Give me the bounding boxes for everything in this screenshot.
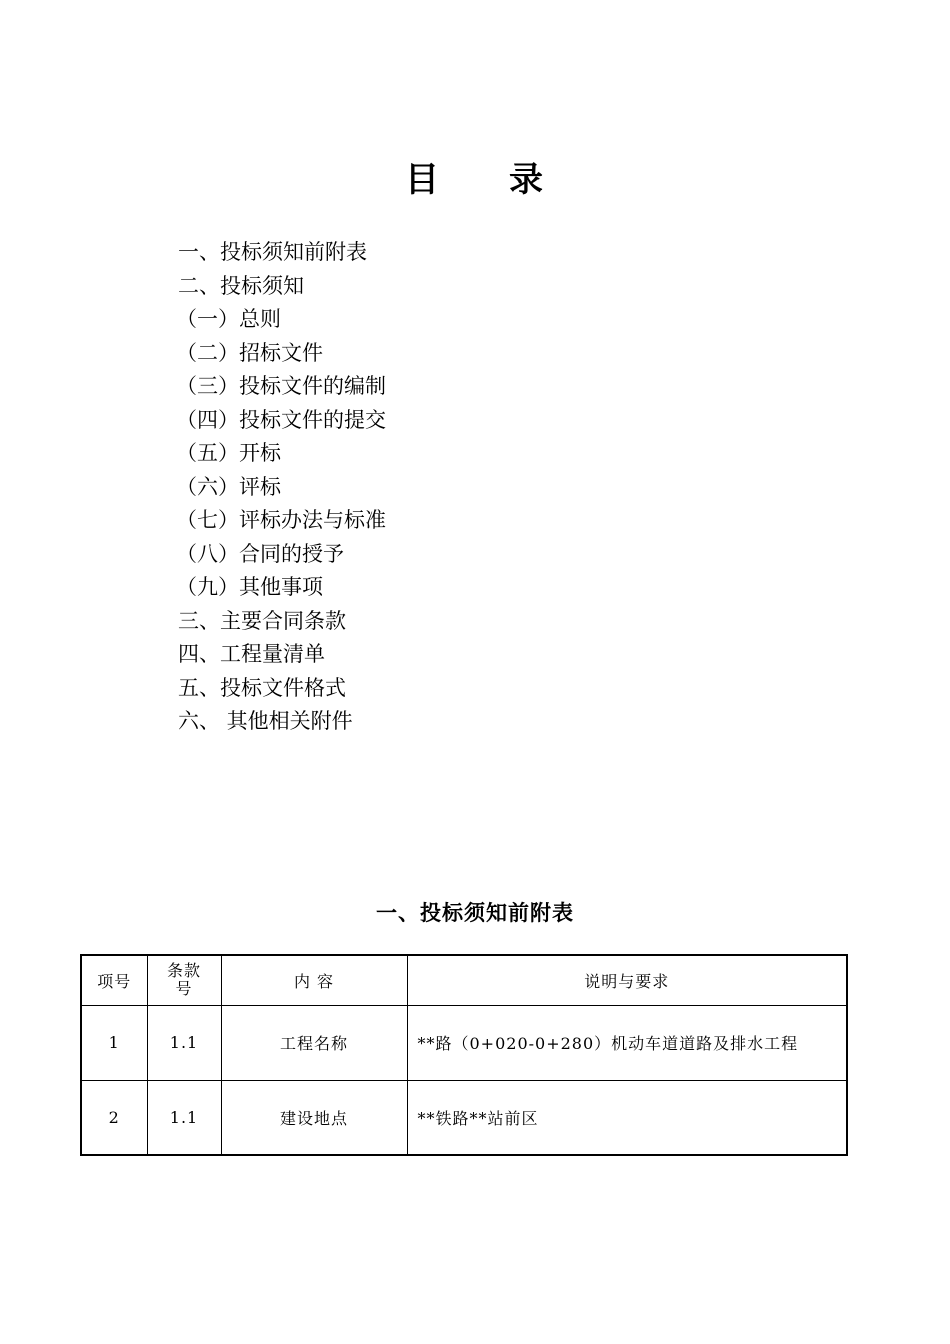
header-clause-no-line1: 条款 — [166, 961, 201, 981]
cell-item-no: 1 — [81, 1005, 147, 1080]
header-clause-no-line2: 号 — [175, 979, 193, 999]
cell-content: 工程名称 — [221, 1005, 407, 1080]
toc-item: （三）投标文件的编制 — [176, 374, 386, 398]
page-title-part2: 录 — [509, 160, 545, 200]
table-of-contents — [178, 236, 386, 739]
toc-item: （二）招标文件 — [176, 340, 323, 365]
header-clause-no — [147, 955, 221, 1005]
cell-content: 建设地点 — [221, 1080, 407, 1155]
header-content: 内 容 — [221, 955, 407, 1005]
toc-item: 六、 其他相关附件 — [178, 709, 353, 733]
toc-item: 五、投标文件格式 — [178, 675, 346, 700]
toc-item: 四、工程量清单 — [178, 642, 325, 666]
toc-item: 一、投标须知前附表 — [178, 240, 367, 264]
toc-item: （九）其他事项 — [176, 575, 323, 599]
toc-item: 二、投标须知 — [178, 273, 304, 298]
header-description: 说明与要求 — [407, 955, 847, 1005]
toc-item: （四）投标文件的提交 — [176, 407, 386, 432]
toc-item: （五）开标 — [176, 441, 281, 465]
bid-instructions-table — [80, 954, 848, 1156]
toc-item: （六）评标 — [176, 474, 281, 499]
table-row — [81, 1005, 847, 1080]
toc-item: 三、主要合同条款 — [178, 608, 346, 633]
page-title — [0, 152, 950, 201]
toc-item: （七）评标办法与标准 — [176, 508, 386, 532]
table-header-row — [81, 955, 847, 1005]
header-item-no: 项号 — [81, 955, 147, 1005]
page-title-part1: 目 — [405, 160, 441, 200]
toc-item: （八）合同的授予 — [176, 541, 344, 566]
cell-clause-no: 1.1 — [147, 1005, 221, 1080]
cell-description: **铁路**站前区 — [407, 1080, 847, 1155]
section-heading: 一、投标须知前附表 — [376, 900, 574, 925]
table-row — [81, 1080, 847, 1155]
cell-clause-no: 1.1 — [147, 1080, 221, 1155]
cell-description: **路（0+020-0+280）机动车道道路及排水工程 — [407, 1005, 847, 1080]
cell-item-no: 2 — [81, 1080, 147, 1155]
toc-item: （一）总则 — [176, 307, 281, 331]
